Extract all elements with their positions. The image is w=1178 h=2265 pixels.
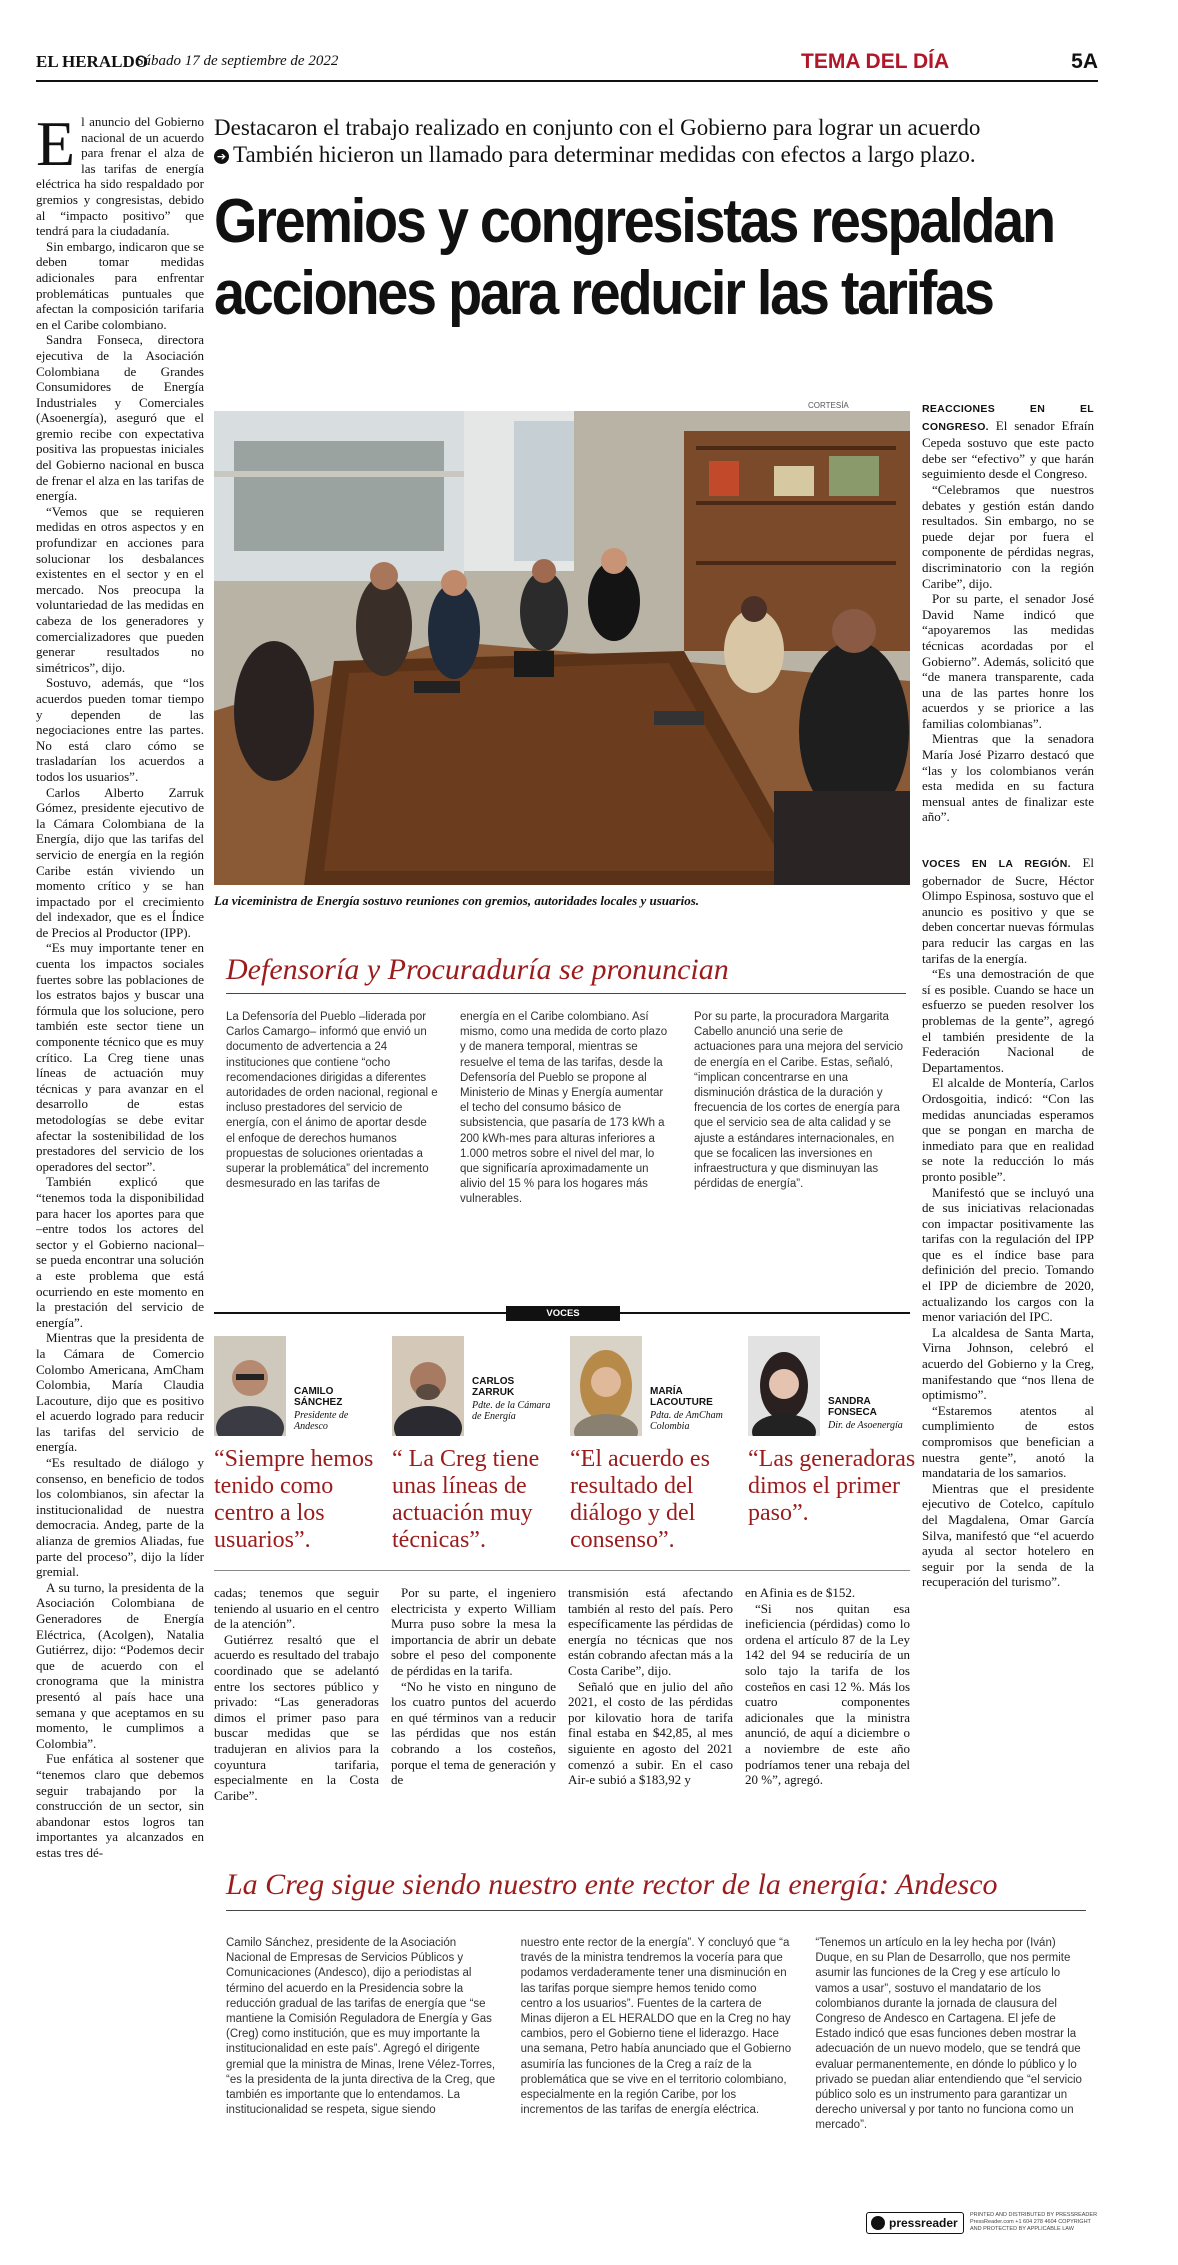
page-header [36,50,1098,78]
box-andesco-rule [226,1910,1086,1911]
mid-column: transmisión está afectando también al resto del país. Pero específicamente las pérdidas de energía no técnicas que nos están cobrando afectan más a la Costa Caribe”, dijo. Señaló que en julio del año 2021, el costo de las pérdidas por kilovatio hora de tarifa final estaba en $42,85, al mes siguiente en agosto del 2021 comenzó a subir. En el caso Air-e subió a $183,92 y [568,1585,733,1788]
mid-column: en Afinia es de $152. “Si nos quitan esa ineficiencia (pérdidas) como lo ordena el artículo 87 de la Ley 142 del 94 se reduciría de un solo tajo la tarifa de los costeños en casi 12 %. Más los cuatro componentes adicionales que la ministra anunció, de aquí a diciembre o a noviembre de este año podríamos tener una rebaja del 20 %”, agregó. [745,1585,910,1788]
voice-role: Pdte. de la Cámara de Energía [472,1400,551,1422]
section-title: TEMA DEL DÍA [801,50,950,73]
photo-credit: CORTESÍA [808,401,849,410]
page-number: 5A [1071,50,1098,73]
box-defensoria-title: Defensoría y Procuraduría se pronuncian [226,953,729,986]
lead-line: ➔ También hicieron un llamado para determinar medidas con efectos a largo plazo. [214,141,1094,168]
right-paragraph: La alcaldesa de Santa Marta, Virna Johnson, celebró el acuerdo del Gobierno y la Creg, manifestando que “nos llena de optimismo”. [922,1324,1094,1403]
voice-name: CAMILO SÁNCHEZ [294,1386,343,1408]
right-paragraph: Mientras que la senadora María José Pizarro destacó que “las y los colombianos verán esta medida en su factura mensual antes de finalizar este año”. [922,731,1094,825]
box-defensoria-rule [226,993,906,994]
box-column: Por su parte, la procuradora Margarita Cabello anunció una serie de actuaciones para una mejora del servicio de energía en el Caribe. Estas, señaló, “implican concentrarse en una disminución drástica de la duración y frecuencia de los cortes de energía para que el servicio sea de alta calidad y se ajuste a estándares internacionales, en que se focalicen las inversiones en infraestructura y que disminuyan las pérdidas de energía”. [694,1011,904,1191]
left-paragraph: “Vemos que se requieren medidas en otros aspectos y en profundizar en acciones para solucionar los desbalances existentes en el sector y en el mercado. Nos preocupa la voluntariedad de las medidas en cabeza de los generadores y comercializadores que pueden generar resultados no simétricos”, dijo. [36,503,204,675]
box-andesco-title: La Creg sigue siendo nuestro ente rector de la energía: Andesco [226,1868,998,1901]
article-headline: Gremios y congresistas respaldan acciones para reducir las tarifas [214,187,1054,328]
voice-quote: “Siempre hemos tenido como centro a los usuarios”. [214,1446,374,1553]
right-paragraph: El alcalde de Montería, Carlos Ordosgoitia, indicó: “Con las medidas anunciadas esperamos que se pongan en marcha de inmediato para que en realidad se note la reducción lo más pronto posible”. [922,1075,1094,1184]
box-column: energía en el Caribe colombiano. Así mismo, como una medida de corto plazo y de manera temporal, mientras se resuelve el tema de las tarifas, desde la Defensoría del Pueblo se propone al Ministerio de Minas y Energía aumentar el techo del consumo básico de subsistencia, que pasaría de 173 kWh a 200 kWh-mes para alturas inferiores a 1.000 metros sobre el nivel del mar, lo que significaría aproximadamente un alivio del 15 % para los hogares más vulnerables. [460,1011,668,1206]
box-defensoria-body [226,1010,906,1208]
left-paragraph: El anuncio del Gobierno nacional de un acuerdo para frenar el alza de las tarifas de energía eléctrica ha sido respaldado por gremios y congresistas, debido al “impacto positivo” que tendrá para la ciudadanía. [36,114,204,239]
voice-role: Presidente de Andesco [294,1410,349,1432]
portrait-image [214,1336,286,1436]
photo-caption: La viceministra de Energía sostuvo reuniones con gremios, autoridades locales y usuarios. [214,893,700,908]
right-paragraph: “Celebramos que nuestros debates y gestión están dando resultados. Sin embargo, no se puede dejar por fuera el componente de pérdidas negras, discriminatorio con la región Caribe”, dijo. [922,481,1094,591]
issue-date: Sábado 17 de septiembre de 2022 [136,53,339,69]
right-paragraph: “Es una demostración de que sí es posible. Cuando se hace un esfuerzo se pueden resolver los problemas de la gente”, agregó el también presidente de la Federación Nacional de Departamentos. [922,966,1094,1075]
mid-column: Por su parte, el ingeniero electricista y experto William Murra puso sobre la mesa la importancia de abrir un debate sobre el peso del componente de pérdidas en la tarifa. “No he visto en ninguno de los cuatro puntos del acuerdo en qué términos van a reducir las pérdidas que nos están cobrando a los costeños, porque el tema de generación y de [391,1585,556,1788]
subhead-label: VOCES EN LA REGIÓN. [922,858,1071,871]
voice-role: Pdta. de AmCham Colombia [650,1410,723,1432]
left-paragraph: “Es resultado de diálogo y consenso, en beneficio de todos los colombianos, sin afectar la institucionalidad de nuestra democracia. Andeg, parte de la alianza de gremios Aliadas, fue parte del proceso”, dijo la líder gremial. [36,1455,204,1580]
voice-quote: “El acuerdo es resultado del diálogo y del consenso”. [570,1446,710,1553]
arrow-bullet-icon: ➔ [214,149,229,164]
drop-cap: E [36,114,76,179]
box-column: Camilo Sánchez, presidente de la Asociación Nacional de Empresas de Servicios Públicos y Comunicaciones (Andesco), dijo a periodistas al término del acuerdo en la Presidencia sobre la reducción gradual de las tarifas de energía que “se mantiene la Comisión Reguladora de Energía y Gas (Creg) como institución, que es muy importante la institucionalidad en este país”. Agregó el dirigente gremial que la ministra de Minas, Irene Vélez-Torres, “es la presidenta de la junta directiva de la Creg, que también es importante que lo entendamos. La institucionalidad se respeta, sigue siendo [226,1937,496,2117]
left-paragraph: Fue enfática al sostener que “tenemos claro que debemos seguir trabajando por la construcción de un sector, sin abandonar estos logros tan importantes ya alcanzados en estas tres dé- [36,1751,204,1860]
left-paragraph: “Es muy importante tener en cuenta los impactos sociales fuertes sobre las poblaciones de los estratos bajos y buscar una fórmula que los solucione, pero también este sector tiene un componente técnico que es muy crítico. La Creg tiene unas líneas de actuación muy técnicas y para avanzar en el desarrollo de estas metodologías se debe evitar afectar la sostenibilidad de los prestadores del servicio de los operadores del sector”. [36,940,204,1174]
pressreader-logo[interactable]: pressreader [866,2212,964,2234]
left-paragraph: También explicó que “tenemos toda la disponibilidad para hacer los aportes para que –entre todos los actores del sector y el Gobierno nacional– se pueda encontrar una solución a este problema que está ocurriendo en este momento en la prestación del servicio de energía”. [36,1174,204,1330]
left-column [36,114,204,2164]
subhead-label: REACCIONES EN EL CONGRESO. [922,403,1094,433]
box-column: “Tenemos un artículo en la ley hecha por (Iván) Duque, en su Plan de Desarrollo, que nos permite asumir las funciones de la Creg y ese artículo lo vamos a usar”, sostuvo el mandatario de los colombianos durante la jornada de clausura del Congreso de Andesco en Cartagena. El jefe de Estado indicó que esas funciones deben mostrar la adecuación de un nuevo modelo, que se tendrá que evaluar permanentemente, en dónde lo público y lo privado se puedan aliar entendiendo que “el servicio público solo es un instrumento para garantizar un derecho universal y por tanto no funciona como un mercado”. [815,1937,1082,2132]
meeting-photo [214,411,910,885]
voces-tag: VOCES [506,1306,620,1321]
box-column: La Defensoría del Pueblo –liderada por Carlos Camargo– informó que envió un documento de advertencia a 24 instituciones que contiene “ocho recomendaciones dirigidas a diferentes autoridades de orden nacional, regional e incluso prestadores del servicio de energía, con el ánimo de aportar desde el enfoque de derechos humanos propuestas de soluciones orientadas a superar la problemática” del incremento desmesurado en las tarifas de [226,1011,438,1191]
right-paragraph: VOCES EN LA REGIÓN. El gobernador de Sucre, Héctor Olimpo Espinosa, sostuvo que el anuncio es positivo y que se deben concertar nuevas fórmulas para reducir las cargas en las tarifas de la energía. [922,855,1094,966]
right-paragraph: Mientras que el presidente ejecutivo de Cotelco, capítulo del Magdalena, Omar García Silva, manifestó que “el acuerdo ayuda al sector hotelero en seguir por la senda de la recuperación del turismo”. [922,1480,1094,1590]
voice-quote: “Las generadoras dimos el primer paso”. [748,1446,916,1526]
left-paragraph: Sin embargo, indicaron que se deben tomar medidas adicionales para enfrentar problemáticas puntuales que afectan la composición tarifaria en el Caribe colombiano. [36,238,204,332]
pressreader-icon [871,2216,885,2230]
meeting-photo-illustration [214,411,910,885]
mid-column: cadas; tenemos que seguir teniendo al usuario en el centro de la atención”. Gutiérrez resaltó que el acuerdo es resultado del trabajo coordinado que se adelantó entre los sectores público y privado: “Las generadoras dimos el primer paso para buscar medidas que se tradujeran en alivios para la coyuntura tarifaria, especialmente en la Costa Caribe”. [214,1585,379,1803]
newspaper-name: EL HERALDO [36,52,148,71]
left-paragraph: Sostuvo, además, que “los acuerdos pueden tomar tiempo y dependen de las negociaciones entre las partes. No está claro cómo se trasladarían los acuerdos a todos los usuarios”. [36,675,204,784]
left-paragraph: Carlos Alberto Zarruk Gómez, presidente ejecutivo de la Cámara Colombiana de la Energía, dijo que las tarifas del servicio de energía en la región Caribe están viviendo un momento crítico y se han impactado por el crecimiento del indexador, que es el Índice de Precios al Productor (IPP). [36,784,204,940]
voice-name: CARLOS ZARRUK [472,1376,515,1398]
right-paragraph: Por su parte, el senador José David Name indicó que “apoyaremos las medidas técnicas acordadas por el Gobierno”. Además, solicitó que “de manera transparente, cada una de las partes honre los acuerdos y se priorice a las familias colombianas”. [922,591,1094,731]
footer-copyright: PRINTED AND DISTRIBUTED BY PRESSREADER PressReader.com +1 604 278 4604 COPYRIGHT AND PROTECTED BY APPLICABLE LAW [970,2212,1098,2232]
voice-quote: “ La Creg tiene unas líneas de actuación muy técnicas”. [392,1446,540,1553]
voice-role: Dir. de Asoenergía [828,1420,903,1431]
voice-name: SANDRA FONSECA [828,1396,877,1418]
article-continuation [214,1585,910,1803]
lead-line: Destacaron el trabajo realizado en conjunto con el Gobierno para lograr un acuerdo [214,115,981,140]
right-paragraph: REACCIONES EN EL CONGRESO. El senador Efraín Cepeda sostuvo que este pacto debe ser “efectivo” y que harán seguimiento desde el Congreso. [922,403,1094,482]
right-paragraph: Manifestó que se incluyó una de sus iniciativas relacionadas con impactar positivamente las tarifas con la regulación del IPP que es el índice base para definición del precio. Tomando el IPP de diciembre de 2020, actualizando los cargos con la menor variación del IPC. [922,1184,1094,1325]
box-column: nuestro ente rector de la energía”. Y concluyó que “a través de la ministra tendremos la vocería para que podamos verdaderamente tener una disminución en las tarifas porque siempre hemos tenido como centro a los usuarios”. Fuentes de la cartera de Minas dijeron a EL HERALDO que en la Creg no hay cambios, pero el Gobierno tiene el liderazgo. Hace una semana, Petro había anunciado que el Gobierno asumiría las funciones de la Creg a raíz de la problemática que se vive en el territorio colombiano, especialmente en la región Caribe, por los incrementos de las tarifas de energía eléctrica. [520,1937,792,2117]
portrait-image [570,1336,642,1436]
voice-name: MARÍA LACOUTURE [650,1386,713,1408]
left-paragraph: Sandra Fonseca, directora ejecutiva de la Asociación Colombiana de Grandes Consumidores de Energía Industriales y Comerciales (Asoenergía), aseguró que el gremio recibe con expectativa positiva las propuestas iniciales del Gobierno nacional en busca de frenar el alza en las tarifas de energía. [36,332,204,504]
header-rule [36,80,1098,82]
portrait-image [392,1336,464,1436]
box-andesco-body [226,1936,1086,2134]
article-lead [214,114,1094,168]
left-paragraph: Mientras que la presidenta de la Cámara de Comercio Colombo Americana, AmCham Colombia, María Claudia Lacouture, dijo que es positivo el acuerdo logrado para reducir las tarifas del servicio de energía. [36,1330,204,1455]
left-paragraph: A su turno, la presidenta de la Asociación Colombiana de Generadores de Energía Eléctrica, (Acolgen), Natalia Gutiérrez, dijo: “Podemos decir que de acuerdo con el cronograma que la ministra presentó al país hace una semana y que aceptamos en su momento, le cumplimos a Colombia”. [36,1579,204,1751]
mid-rule [214,1570,910,1571]
portrait-image [748,1336,820,1436]
right-paragraph: “Estaremos atentos al cumplimiento de estos compromisos que benefician a nuestra gente”, anotó la mandataria de los samarios. [922,1402,1094,1481]
